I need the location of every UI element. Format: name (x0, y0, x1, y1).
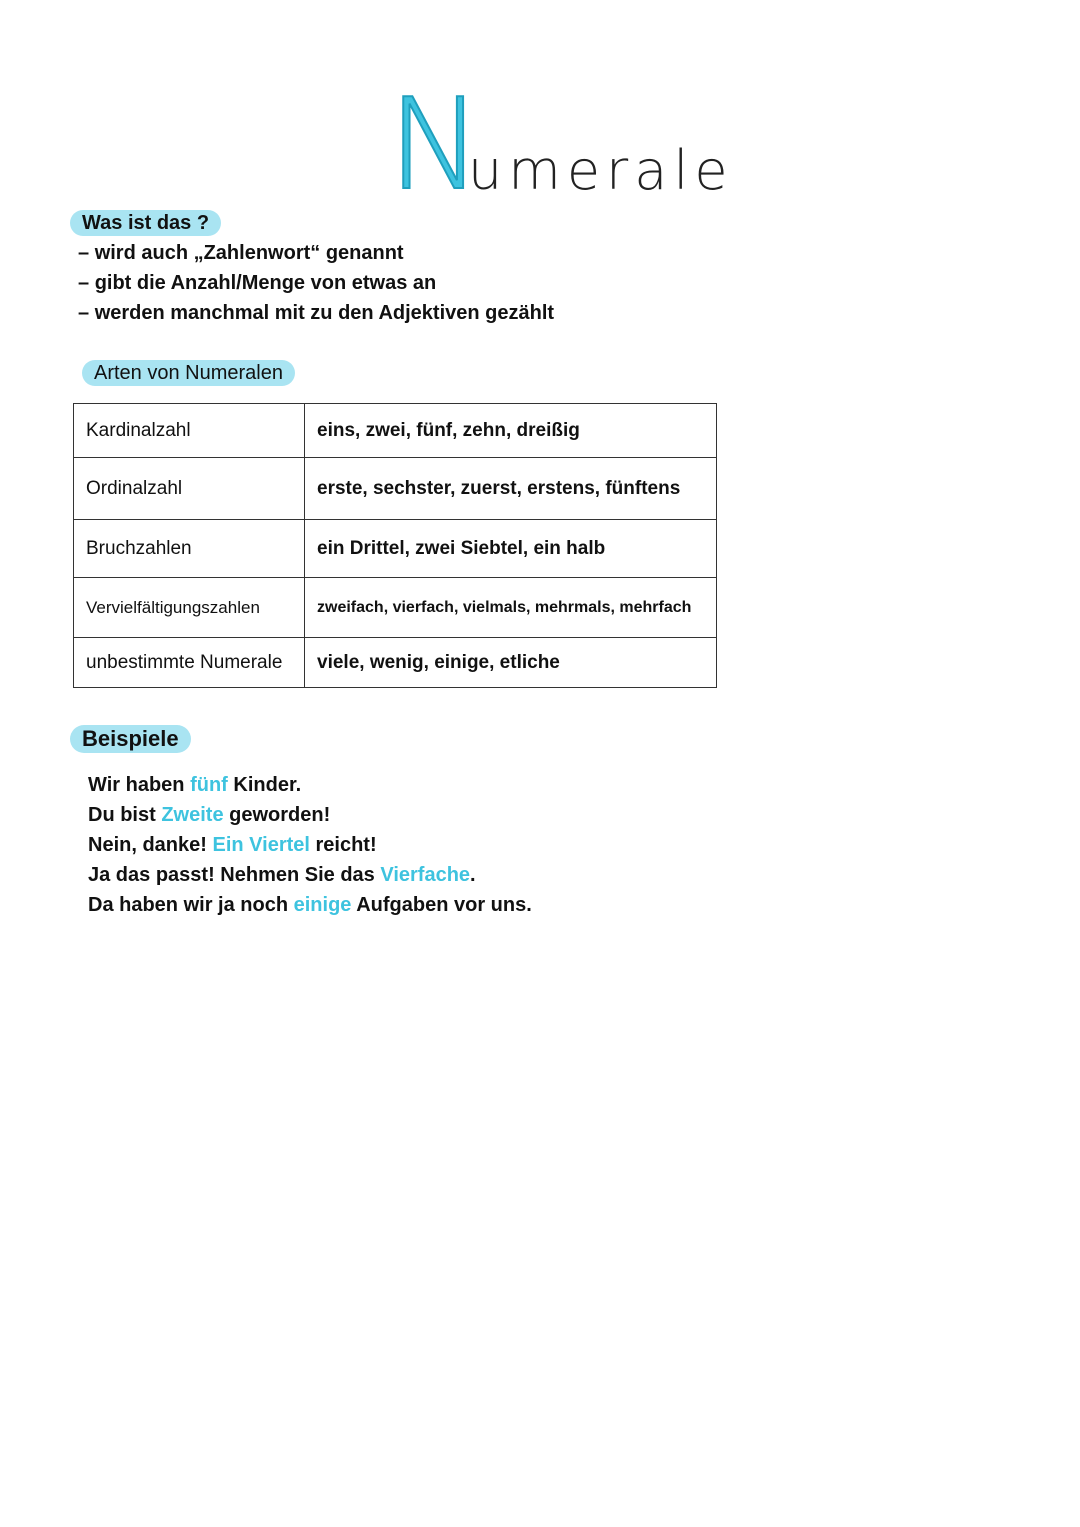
table-row (74, 520, 717, 578)
type-cell: Bruchzahlen (74, 520, 305, 578)
sentence-text: Wir haben (88, 774, 191, 796)
sentence-text: Da haben wir ja noch (88, 894, 294, 916)
type-cell: Kardinalzahl (74, 404, 305, 458)
table-row (74, 578, 717, 638)
numeral-highlight: Zweite (161, 804, 224, 826)
title-initial: N (388, 71, 483, 218)
sentence-text: Kinder. (227, 774, 302, 796)
intro-heading: Was ist das ? (70, 210, 221, 236)
examples-heading: Beispiele (70, 725, 191, 753)
type-cell: Vervielfältigungszahlen (74, 578, 305, 638)
examples-cell: zweifach, vierfach, vielmals, mehrmals, mehrfach (305, 578, 717, 638)
types-heading: Arten von Numeralen (82, 360, 295, 386)
table-row (74, 638, 717, 688)
examples-cell: erste, sechster, zuerst, erstens, fünftens (305, 458, 717, 520)
intro-bullet: – gibt die Anzahl/Menge von etwas an (78, 268, 554, 298)
numeral-highlight: Ein Viertel (212, 834, 310, 856)
example-sentences (88, 770, 532, 920)
example-sentence (88, 800, 532, 830)
examples-cell: viele, wenig, einige, etliche (305, 638, 717, 688)
sentence-text: Du bist (88, 804, 162, 826)
table-row (74, 404, 717, 458)
numeral-highlight: fünf (190, 774, 228, 796)
example-sentence (88, 860, 532, 890)
numeral-highlight: Vierfache (380, 864, 471, 886)
numerals-table (73, 403, 717, 688)
type-cell: Ordinalzahl (74, 458, 305, 520)
sentence-text: . (470, 864, 476, 886)
examples-cell: eins, zwei, fünf, zehn, dreißig (305, 404, 717, 458)
example-sentence (88, 890, 532, 920)
sentence-text: Ja das passt! Nehmen Sie das (88, 864, 381, 886)
sentence-text: Aufgaben vor uns. (351, 894, 532, 916)
intro-bullet: – werden manchmal mit zu den Adjektiven gezählt (78, 298, 554, 328)
type-cell: unbestimmte Numerale (74, 638, 305, 688)
title-rest: umerale (468, 139, 734, 202)
table-row (74, 458, 717, 520)
sentence-text: reicht! (309, 834, 377, 856)
sentence-text: geworden! (223, 804, 331, 826)
examples-cell: ein Drittel, zwei Siebtel, ein halb (305, 520, 717, 578)
intro-bullet: – wird auch „Zahlenwort“ genannt (78, 238, 554, 268)
numeral-highlight: einige (293, 894, 352, 916)
sentence-text: Nein, danke! (88, 834, 213, 856)
intro-bullet-list (78, 238, 554, 328)
example-sentence (88, 770, 532, 800)
example-sentence (88, 830, 532, 860)
